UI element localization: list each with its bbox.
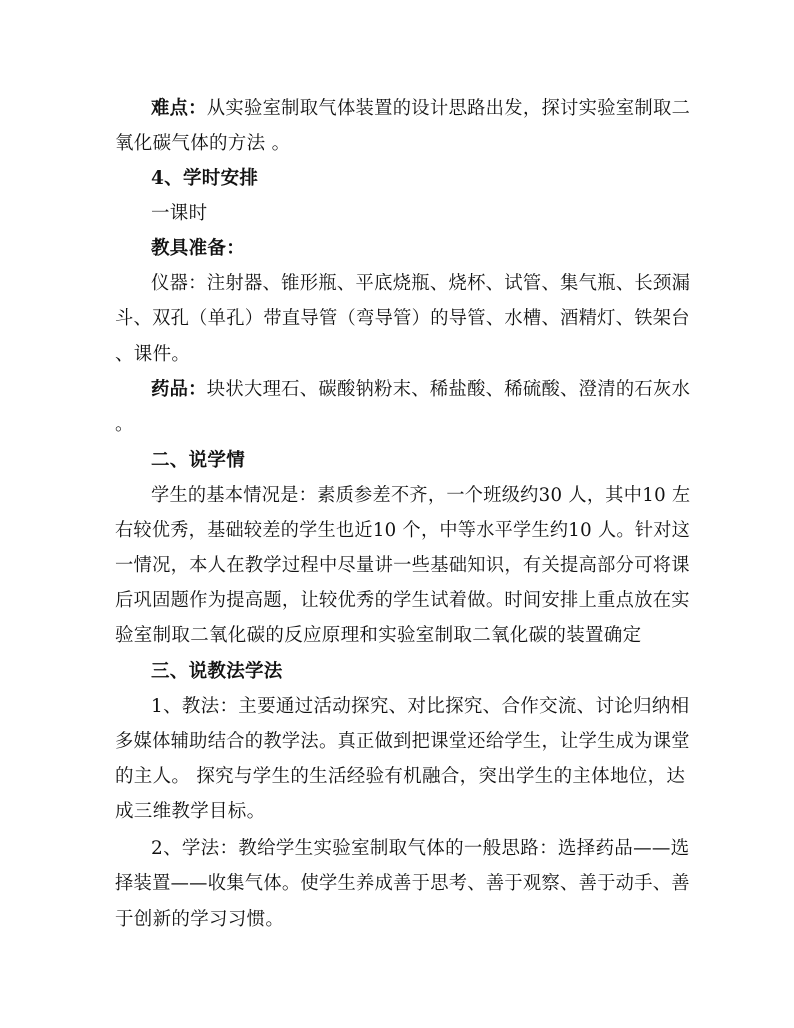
students-heading: 二、说学情 [151, 450, 246, 471]
teach-line-4: 成三维教学目标。 [115, 801, 266, 822]
teach-line-3: 的主人。 探究与学生的生活经验有机融合，突出学生的主体地位，达 [115, 766, 686, 787]
difficulty-text-1: 从实验室制取气体装置的设计思路出发，探讨实验室制取二 [206, 98, 691, 119]
learn-line-2: 择装置——收集气体。使学生养成善于思考、善于观察、善于动手、善 [115, 873, 690, 894]
students-line-1: 学生的基本情况是：素质参差不齐，一个班级约30 人，其中10 左 [151, 485, 691, 506]
reagents-line-1 [151, 377, 690, 403]
tools-heading: 教具准备： [151, 238, 246, 259]
schedule-heading: 4、学时安排 [151, 168, 259, 189]
instruments-line-2: 斗、双孔（单孔）带直导管（弯导管）的导管、水槽、酒精灯、铁架台 [115, 308, 690, 329]
difficulty-line-1 [151, 96, 690, 122]
instruments-line-3: 、课件。 [115, 344, 191, 365]
reagents-label: 药品： [151, 379, 207, 400]
students-line-3: 一情况，本人在教学过程中尽量讲一些基础知识，有关提高部分可将课 [115, 555, 690, 576]
instruments-line-1: 仪器：注射器、锥形瓶、平底烧瓶、烧杯、试管、集气瓶、长颈漏 [151, 273, 691, 294]
students-line-4: 后巩固题作为提高题，让较优秀的学生试着做。时间安排上重点放在实 [115, 590, 690, 611]
reagents-line-2: 。 [115, 414, 134, 435]
schedule-text: 一课时 [151, 203, 208, 224]
difficulty-label: 难点： [151, 98, 207, 119]
teach-line-2: 多媒体辅助结合的教学法。真正做到把课堂还给学生，让学生成为课堂 [115, 731, 690, 752]
students-line-5: 验室制取二氧化碳的反应原理和实验室制取二氧化碳的装置确定 [115, 625, 642, 646]
students-line-2: 右较优秀，基础较差的学生也近10 个，中等水平学生约10 人。针对这 [115, 520, 691, 541]
learn-line-1: 2、学法：教给学生实验室制取气体的一般思路：选择药品——选 [151, 838, 690, 859]
learn-line-3: 于创新的学习习惯。 [115, 909, 285, 930]
teach-line-1: 1、教法：主要通过活动探究、对比探究、合作交流、讨论归纳相 [151, 696, 690, 717]
methods-heading: 三、说教法学法 [151, 661, 283, 682]
reagents-text-1: 块状大理石、碳酸钠粉末、稀盐酸、稀硫酸、澄清的石灰水 [206, 379, 691, 400]
difficulty-line-2: 氧化碳气体的方法 。 [115, 133, 291, 154]
